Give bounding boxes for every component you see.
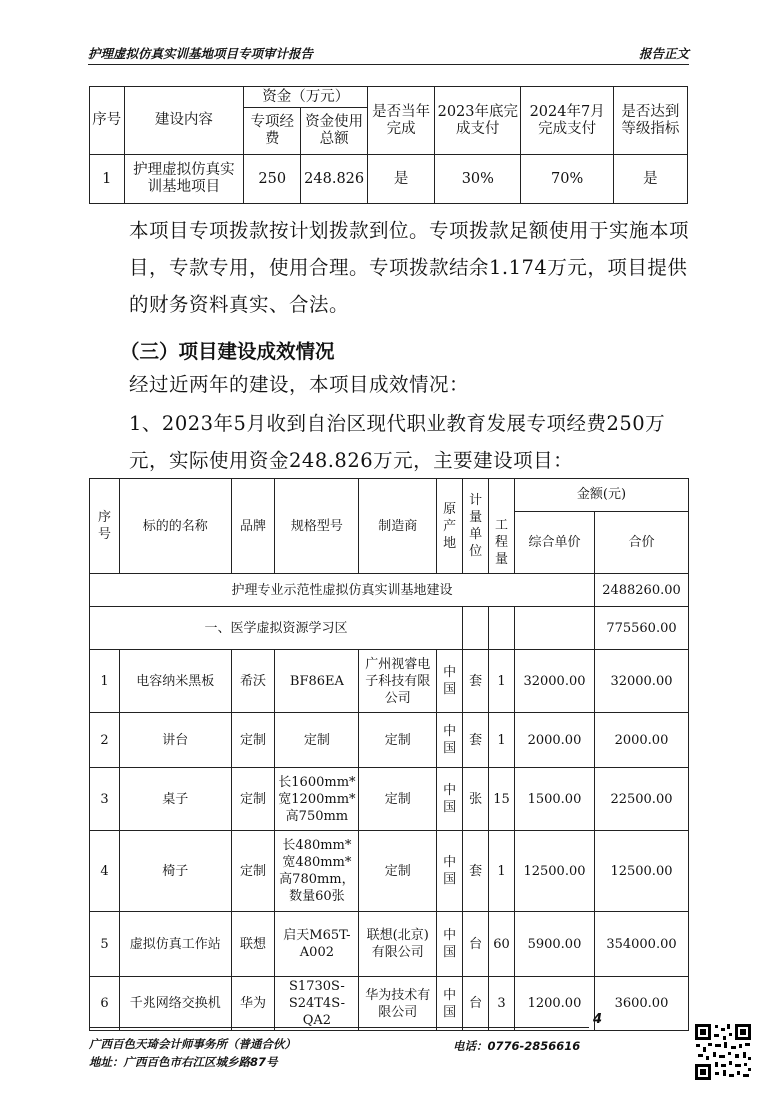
funding-summary-table: [89, 86, 688, 204]
cell-seq: 1: [90, 650, 120, 713]
cell-done-year: 是: [368, 155, 435, 204]
cell-content: 护理虚拟仿真实训基地项目: [124, 155, 244, 204]
col-name: 标的的名称: [119, 479, 231, 574]
cell-origin: 中国: [437, 713, 463, 768]
cell-total: 3600.00: [594, 977, 688, 1031]
table-row: [90, 768, 689, 831]
cell-name: 虚拟仿真工作站: [119, 912, 231, 977]
cell-seq: 6: [90, 977, 120, 1031]
cell-name: 讲台: [119, 713, 231, 768]
col-level: 是否达到等级指标: [613, 87, 687, 155]
cell-price: 1200.00: [515, 977, 595, 1031]
paragraph-text: 1、2023年5月收到自治区现代职业教育发展专项经费250万元，实际使用资金248.826万元，主要建设项目：: [129, 412, 666, 472]
col-done-year: 是否当年完成: [368, 87, 435, 155]
cell-qty: 60: [489, 912, 515, 977]
cell-brand: 希沃: [231, 650, 275, 713]
subsection-row: [90, 607, 689, 650]
cell-model: 长480mm*宽480mm*高780mm，数量60张: [275, 831, 359, 912]
section-row: [90, 574, 689, 607]
cell-name: 桌子: [119, 768, 231, 831]
cell-seq: 3: [90, 768, 120, 831]
cell-name: 千兆网络交换机: [119, 977, 231, 1031]
cell-unit: 张: [463, 768, 489, 831]
cell-seq: 4: [90, 831, 120, 912]
subsection-label: 一、医学虚拟资源学习区: [90, 607, 463, 650]
table-row: [90, 912, 689, 977]
cell-maker: 定制: [359, 831, 437, 912]
section-heading: （三）项目建设成效情况: [120, 340, 335, 363]
page-footer: [89, 1012, 603, 1069]
col-paid-2024: 2024年7月完成支付: [521, 87, 613, 155]
cell-origin: 中国: [437, 912, 463, 977]
cell-price: 32000.00: [515, 650, 595, 713]
col-maker: 制造商: [359, 479, 437, 574]
cell-qty: 1: [489, 831, 515, 912]
cell-special: 250: [244, 155, 301, 204]
cell-qty: 1: [489, 713, 515, 768]
subsection-blank: [463, 607, 489, 650]
col-seq: 序号: [90, 479, 120, 574]
cell-brand: 定制: [231, 831, 275, 912]
col-qty: 工程量: [489, 511, 515, 574]
cell-seq: 1: [90, 155, 125, 204]
cell-qty: 1: [489, 650, 515, 713]
paragraph-funding: [89, 212, 689, 323]
cell-model: 长1600mm*宽1200mm*高750mm: [275, 768, 359, 831]
cell-seq: 5: [90, 912, 120, 977]
header-section: 报告正文: [638, 46, 689, 61]
cell-name: 椅子: [119, 831, 231, 912]
section-total: 2488260.00: [594, 574, 688, 607]
cell-price: 2000.00: [515, 713, 595, 768]
col-brand: 品牌: [231, 479, 275, 574]
firm-name: 广西百色天琦会计师事务所（普通合伙）: [89, 1037, 296, 1051]
cell-seq: 2: [90, 713, 120, 768]
cell-price: 12500.00: [515, 831, 595, 912]
cell-origin: 中国: [437, 768, 463, 831]
cell-name: 电容纳米黑板: [119, 650, 231, 713]
col-qty-blank: [489, 479, 515, 512]
col-price: 综合单价: [515, 511, 595, 574]
header-title: 护理虚拟仿真实训基地项目专项审计报告: [88, 46, 314, 61]
cell-paid-2023: 30%: [435, 155, 521, 204]
cell-total: 12500.00: [594, 831, 688, 912]
cell-model: S1730S-S24T4S-QA2: [275, 977, 359, 1031]
cell-brand: 定制: [231, 713, 275, 768]
cell-total: 2000.00: [594, 713, 688, 768]
paragraph-text: 经过近两年的建设，本项目成效情况：: [129, 373, 470, 396]
cell-price: 1500.00: [515, 768, 595, 831]
col-used: 资金使用总额: [301, 108, 368, 155]
col-seq: 序号: [90, 87, 125, 155]
paragraph-text: 本项目专项拨款按计划拨款到位。专项拨款足额使用于实施本项目，专款专用，使用合理。专项拨款结余1.174万元，项目提供的财务资料真实、合法。: [129, 219, 690, 316]
cell-brand: 定制: [231, 768, 275, 831]
col-special: 专项经费: [244, 108, 301, 155]
subsection-blank: [515, 607, 595, 650]
table-row: [90, 713, 689, 768]
section-label: 护理专业示范性虚拟仿真实训基地建设: [90, 574, 595, 607]
col-total: 合价: [594, 511, 688, 574]
cell-paid-2024: 70%: [521, 155, 613, 204]
cell-unit: 台: [463, 977, 489, 1031]
page-number: 4: [593, 1012, 603, 1027]
subsection-total: 775560.00: [594, 607, 688, 650]
cell-total: 22500.00: [594, 768, 688, 831]
cell-origin: 中国: [437, 977, 463, 1031]
col-paid-2023: 2023年底完成支付: [435, 87, 521, 155]
cell-maker: 广州视睿电子科技有限公司: [359, 650, 437, 713]
cell-model: BF86EA: [275, 650, 359, 713]
cell-maker: 联想(北京)有限公司: [359, 912, 437, 977]
cell-brand: 联想: [231, 912, 275, 977]
phone-number: 电话：0776-2856616: [453, 1039, 581, 1053]
procurement-table: [89, 478, 689, 1031]
cell-model: 启天M65T-A002: [275, 912, 359, 977]
col-amount: 金额(元): [515, 479, 689, 512]
page-header: [88, 38, 689, 65]
col-origin: 原产地: [437, 479, 463, 574]
table-row: [90, 155, 688, 204]
cell-level: 是: [613, 155, 687, 204]
cell-unit: 套: [463, 713, 489, 768]
cell-maker: 定制: [359, 713, 437, 768]
cell-unit: 台: [463, 912, 489, 977]
cell-unit: 套: [463, 650, 489, 713]
cell-origin: 中国: [437, 831, 463, 912]
cell-total: 354000.00: [594, 912, 688, 977]
col-unit: 计量单位: [463, 479, 489, 574]
cell-origin: 中国: [437, 650, 463, 713]
subsection-blank: [489, 607, 515, 650]
cell-maker: 定制: [359, 768, 437, 831]
cell-qty: 15: [489, 768, 515, 831]
table-row: [90, 650, 689, 713]
cell-maker: 华为技术有限公司: [359, 977, 437, 1031]
col-content: 建设内容: [124, 87, 244, 155]
col-funds: 资金（万元）: [244, 87, 368, 108]
qr-code-icon: [693, 1022, 753, 1082]
cell-price: 5900.00: [515, 912, 595, 977]
col-model: 规格型号: [275, 479, 359, 574]
cell-model: 定制: [275, 713, 359, 768]
cell-unit: 套: [463, 831, 489, 912]
cell-total: 32000.00: [594, 650, 688, 713]
paragraph-intro: [89, 366, 689, 403]
cell-used: 248.826: [301, 155, 368, 204]
firm-address: 地址：广西百色市右江区城乡路87号: [89, 1055, 278, 1069]
cell-brand: 华为: [231, 977, 275, 1031]
cell-qty: 3: [489, 977, 515, 1031]
paragraph-item-1: [89, 405, 689, 479]
table-row: [90, 831, 689, 912]
